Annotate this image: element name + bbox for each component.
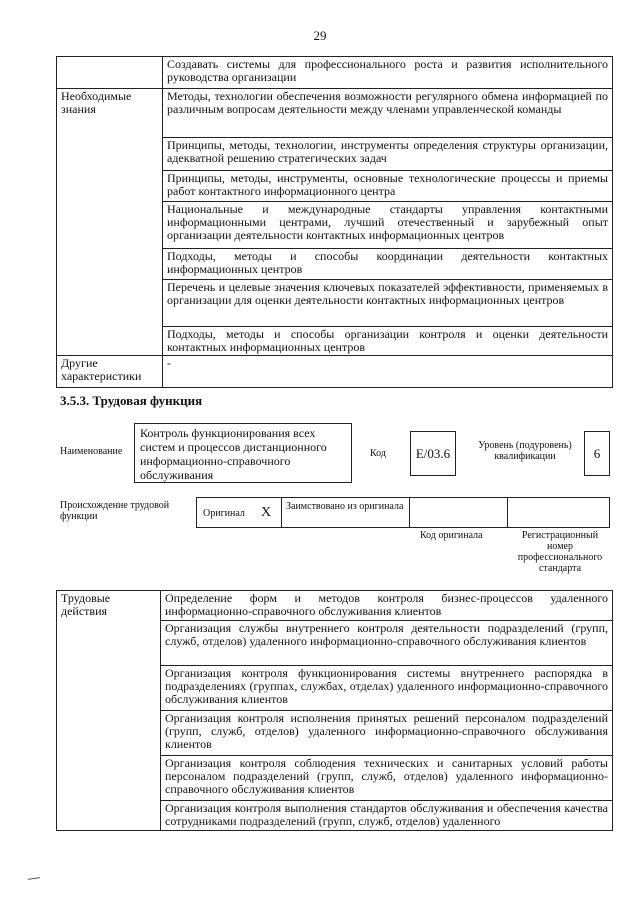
other-value: - bbox=[163, 356, 613, 388]
divider bbox=[507, 498, 508, 527]
knowledge-item: Методы, технологии обеспечения возможности регулярного обмена информацией по различным вопросам деятельности между членами управленческой команды bbox=[163, 89, 613, 138]
table-row bbox=[57, 89, 613, 138]
code-original-label: Код оригинала bbox=[420, 530, 483, 541]
table-row bbox=[57, 356, 613, 388]
knowledge-item: Национальные и международные стандарты управления контактными информационными центрами, лучший отечественный и зарубежный опыт организации деятельности контактных информационных центров bbox=[163, 202, 613, 249]
knowledge-table bbox=[56, 56, 613, 388]
knowledge-item: Принципы, методы, инструменты, основные технологические процессы и приемы работ контактного информационного центра bbox=[163, 171, 613, 202]
other-label: Другие характеристики bbox=[57, 356, 163, 388]
knowledge-item: Подходы, методы и способы организации контроля и оценки деятельности контактных информационных центров bbox=[163, 327, 613, 356]
actions-label: Трудовые действия bbox=[57, 591, 161, 831]
knowledge-item: Перечень и целевые значения ключевых показателей эффективности, применяемых в организации для оценки деятельности контактных информационных центров bbox=[163, 280, 613, 327]
original-label: Оригинал bbox=[203, 508, 245, 519]
name-label: Наименование bbox=[60, 446, 123, 457]
action-item: Организация контроля выполнения стандартов обслуживания и обеспечения качества сотрудниками подразделений (групп, служб, отделов) удаленного bbox=[161, 801, 613, 831]
action-item: Организация контроля функционирования системы внутреннего распорядка в подразделениях (группах, службах, отделах) удаленного информационно-справочного обслуживания клиентов bbox=[161, 666, 613, 711]
level-label: Уровень (подуровень) квалификации bbox=[478, 440, 572, 462]
skill-cell: Создавать системы для профессионального роста и развития исполнительного руководства организации bbox=[163, 57, 613, 89]
section-heading: 3.5.3. Трудовая функция bbox=[60, 393, 203, 408]
action-item: Организация контроля исполнения принятых решений персоналом подразделений (групп, служб, отделов) удаленного информационно-справочного обслуживания клиентов bbox=[161, 711, 613, 756]
reg-number-label: Регистрационный номер профессионального стандарта bbox=[517, 530, 603, 574]
divider bbox=[281, 498, 282, 527]
actions-table bbox=[56, 590, 613, 831]
table-row bbox=[57, 57, 613, 89]
knowledge-item: Принципы, методы, технологии, инструменты определения структуры организации, адекватной решению стратегических задач bbox=[163, 138, 613, 171]
divider bbox=[409, 498, 410, 527]
code-label: Код bbox=[370, 448, 386, 459]
action-item: Организация контроля соблюдения технических и санитарных условий работы персоналом подразделений (групп, служб, отделов) удаленного информационно-справочного обслуживания клиентов bbox=[161, 756, 613, 801]
knowledge-item: Подходы, методы и способы координации деятельности контактных информационных центров bbox=[163, 249, 613, 280]
action-item: Определение форм и методов контроля бизнес-процессов удаленного информационно-справочного обслуживания клиентов bbox=[161, 591, 613, 621]
action-item: Организация службы внутреннего контроля деятельности подразделений (групп, служб, отделов) удаленного информационно-справочного обслуживания клиентов bbox=[161, 621, 613, 666]
table-row bbox=[57, 591, 613, 621]
code-value-box: E/03.6 bbox=[410, 431, 456, 476]
original-mark: X bbox=[261, 505, 272, 520]
empty-cell bbox=[57, 57, 163, 89]
origin-row bbox=[196, 497, 610, 528]
function-name-box: Контроль функционирования всех систем и процессов дистанционного информационно-справочного обслуживания bbox=[134, 423, 352, 483]
borrowed-label: Заимствовано из оригинала bbox=[286, 501, 404, 512]
level-value-box: 6 bbox=[584, 431, 610, 476]
scan-mark bbox=[28, 877, 40, 880]
origin-label: Происхождение трудовой функции bbox=[60, 500, 170, 522]
page-number: 29 bbox=[313, 28, 327, 43]
knowledge-label: Необходимые знания bbox=[57, 89, 163, 356]
